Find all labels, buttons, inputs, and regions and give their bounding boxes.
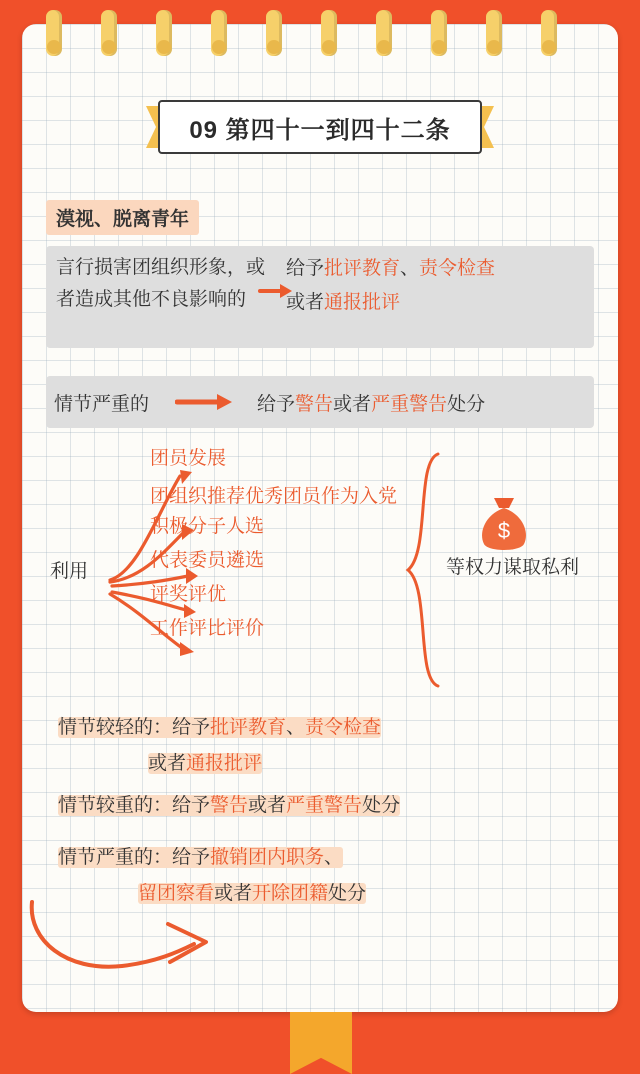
clause-block-2 — [46, 376, 594, 428]
penalty-light-red-2: 责令检查 — [305, 717, 382, 738]
clause-2-suffix: 处分 — [447, 393, 486, 415]
penalty-medium-red-1: 警告 — [210, 795, 249, 816]
clause-2-mid: 或者 — [333, 393, 372, 415]
spiral-ring — [156, 10, 172, 56]
decorative-arrow-icon — [26, 896, 216, 986]
penalty-medium-prefix: 情节较重的：给予 — [58, 795, 211, 816]
penalty-light-line2-prefix: 或者 — [148, 753, 187, 774]
penalty-medium-red-2: 严重警告 — [286, 795, 363, 816]
penalty-light-prefix: 情节较轻的：给予 — [58, 717, 211, 738]
penalty-light-red-1: 批评教育 — [210, 717, 287, 738]
clause-2-red-2: 严重警告 — [371, 393, 448, 415]
clause-1-red-3: 通报批评 — [324, 292, 401, 313]
penalty-light-line2 — [58, 746, 614, 782]
penalty-severe-red-2: 留团察看 — [138, 883, 215, 904]
misuse-tail-text: 等权力谋取私利 — [446, 557, 580, 578]
notebook-paper — [22, 24, 618, 1012]
spiral-ring — [541, 10, 557, 56]
clause-2-red-1: 警告 — [295, 393, 334, 415]
list-item: 团组织推荐优秀团员作为入党积极分子人选 — [150, 486, 398, 537]
clause-2-prefix: 给予 — [257, 393, 296, 415]
spiral-ring — [376, 10, 392, 56]
clause-1-prefix: 给予 — [286, 258, 325, 279]
misuse-label: 利用 — [50, 561, 89, 582]
penalty-medium-suffix: 处分 — [362, 795, 401, 816]
penalty-severe-suffix: 处分 — [328, 883, 367, 904]
spiral-ring — [46, 10, 62, 56]
list-item: 工作评比评价 — [150, 618, 265, 639]
penalty-light-sep: 、 — [286, 717, 306, 738]
clause-1-line2-prefix: 或者 — [286, 292, 325, 313]
penalty-light-red-3: 通报批评 — [186, 753, 263, 774]
clause-1-red-1: 批评教育 — [324, 258, 401, 279]
clause-block-1 — [46, 246, 594, 348]
bookmark-icon — [290, 1012, 352, 1074]
spiral-ring — [211, 10, 227, 56]
penalty-medium-line — [58, 788, 614, 824]
penalty-severe-line1 — [58, 840, 614, 876]
title-box — [158, 100, 482, 154]
clause-1-result — [286, 252, 606, 320]
penalty-severe-prefix: 情节严重的：给予 — [58, 847, 211, 868]
spiral-ring — [321, 10, 337, 56]
spiral-binding — [22, 10, 618, 66]
spiral-ring — [486, 10, 502, 56]
spiral-ring — [101, 10, 117, 56]
clause-2-condition: 情节严重的 — [54, 393, 150, 415]
title-ribbon — [146, 100, 494, 154]
penalty-severe-red-3: 开除团籍 — [252, 883, 329, 904]
penalty-block-light — [58, 710, 614, 782]
section-tag: 漠视、脱离青年 — [46, 200, 199, 235]
clause-2-result — [257, 389, 485, 416]
penalty-block-medium — [58, 788, 614, 824]
list-item: 评奖评优 — [150, 584, 227, 605]
penalty-medium-sep: 或者 — [248, 795, 287, 816]
page-title: 09 第四十一到四十二条 — [189, 116, 451, 144]
misuse-item-list — [150, 448, 400, 652]
misuse-of-power-group — [46, 448, 602, 688]
money-bag-icon — [476, 492, 532, 556]
penalty-severe-sep: 、 — [324, 847, 344, 868]
spiral-ring — [266, 10, 282, 56]
list-item: 代表委员遴选 — [150, 550, 265, 571]
penalty-severe-mid: 或者 — [214, 883, 253, 904]
clause-1-sep: 、 — [400, 258, 420, 279]
list-item: 团员发展 — [150, 448, 227, 469]
clause-1-condition: 言行损害团组织形象，或者造成其他不良影响的 — [56, 257, 266, 310]
svg-text:$: $ — [497, 518, 511, 543]
clause-1-red-2: 责令检查 — [419, 258, 496, 279]
penalty-light-line1 — [58, 710, 614, 746]
curly-brace-icon — [404, 452, 444, 688]
arrow-right-icon — [175, 393, 233, 411]
penalty-severe-red-1: 撤销团内职务 — [210, 847, 325, 868]
spiral-ring — [431, 10, 447, 56]
